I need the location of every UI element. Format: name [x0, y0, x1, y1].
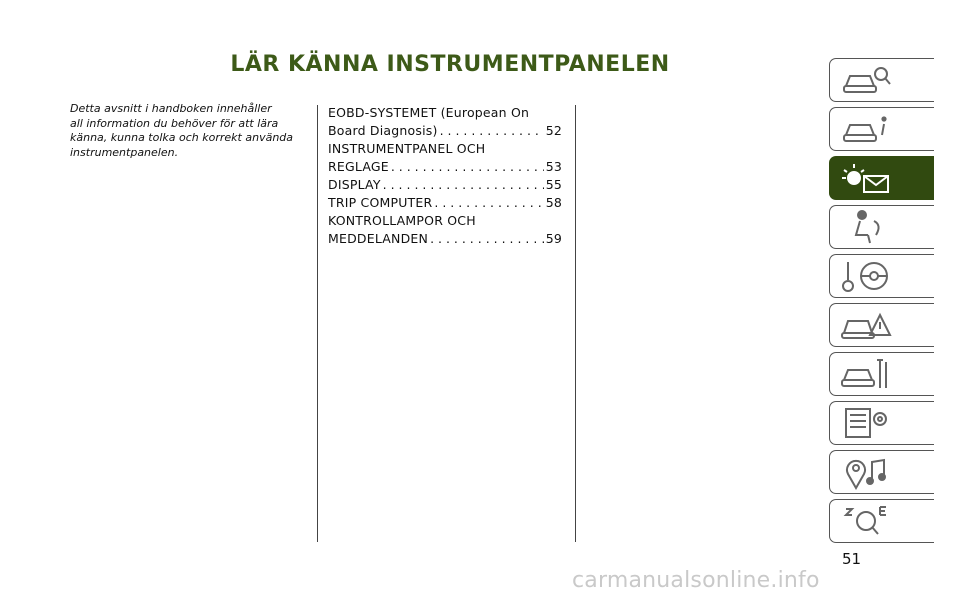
watermark-text: carmanualsonline.info	[572, 568, 820, 593]
car-warning-triangle-icon	[840, 307, 892, 343]
warning-light-envelope-icon	[840, 160, 892, 196]
toc-entry-title: TRIP COMPUTER	[328, 195, 433, 210]
seated-person-airbag-icon	[840, 209, 892, 245]
chapter-tab-7[interactable]	[829, 352, 934, 396]
intro-line: all information du behöver för att lära	[70, 116, 279, 130]
chapter-tab-4[interactable]	[829, 205, 934, 249]
toc-entry-kontrollampor[interactable]	[328, 212, 562, 248]
intro-line: Detta avsnitt i handboken innehåller	[70, 102, 272, 115]
toc-page-number: 55	[545, 177, 562, 192]
toc-entry-title: Board Diagnosis)	[328, 123, 438, 138]
toc-page-number: 52	[545, 123, 562, 138]
toc-entry-title: DISPLAY	[328, 177, 381, 192]
chapter-tab-6[interactable]	[829, 303, 934, 347]
table-of-contents	[328, 104, 562, 248]
intro-line: instrumentpanelen.	[70, 145, 179, 159]
chapter-tab-8[interactable]	[829, 401, 934, 445]
intro-paragraph	[70, 102, 310, 160]
intro-line: känna, kunna tolka och korrekt använda	[70, 131, 294, 144]
location-music-icon	[840, 454, 892, 490]
chapter-tab-5[interactable]	[829, 254, 934, 298]
page-number: 51	[842, 550, 862, 568]
toc-entry-title: REGLAGE	[328, 159, 389, 174]
toc-entry-trip-computer[interactable]	[328, 194, 562, 212]
toc-entry-title: EOBD-SYSTEMET (European On	[328, 105, 530, 120]
column-divider-left	[317, 105, 318, 542]
alphabet-magnifier-icon	[840, 503, 892, 539]
column-divider-right	[575, 105, 576, 542]
toc-page-number: 58	[545, 195, 562, 210]
chapter-tabs	[829, 58, 935, 548]
toc-entry-display[interactable]	[328, 176, 562, 194]
key-steering-wheel-icon	[840, 258, 892, 294]
car-info-icon	[840, 111, 892, 147]
car-wrench-icon	[840, 356, 892, 392]
chapter-tab-3[interactable]	[829, 156, 934, 200]
car-magnifier-icon	[840, 62, 892, 98]
toc-entry-title: KONTROLLAMPOR OCH	[328, 213, 476, 228]
toc-page-number: 53	[545, 159, 562, 174]
toc-entry-title: MEDDELANDEN	[328, 231, 429, 246]
chapter-tab-1[interactable]	[829, 58, 934, 102]
chapter-tab-9[interactable]	[829, 450, 934, 494]
document-gear-icon	[840, 405, 892, 441]
toc-page-number: 59	[545, 231, 562, 246]
chapter-tab-10[interactable]	[829, 499, 934, 543]
section-title: LÄR KÄNNA INSTRUMENTPANELEN	[230, 52, 670, 77]
toc-entry-title: INSTRUMENTPANEL OCH	[328, 141, 486, 156]
toc-entry-instrumentpanel[interactable]	[328, 140, 562, 176]
toc-entry-eobd[interactable]	[328, 104, 562, 140]
chapter-tab-2[interactable]	[829, 107, 934, 151]
